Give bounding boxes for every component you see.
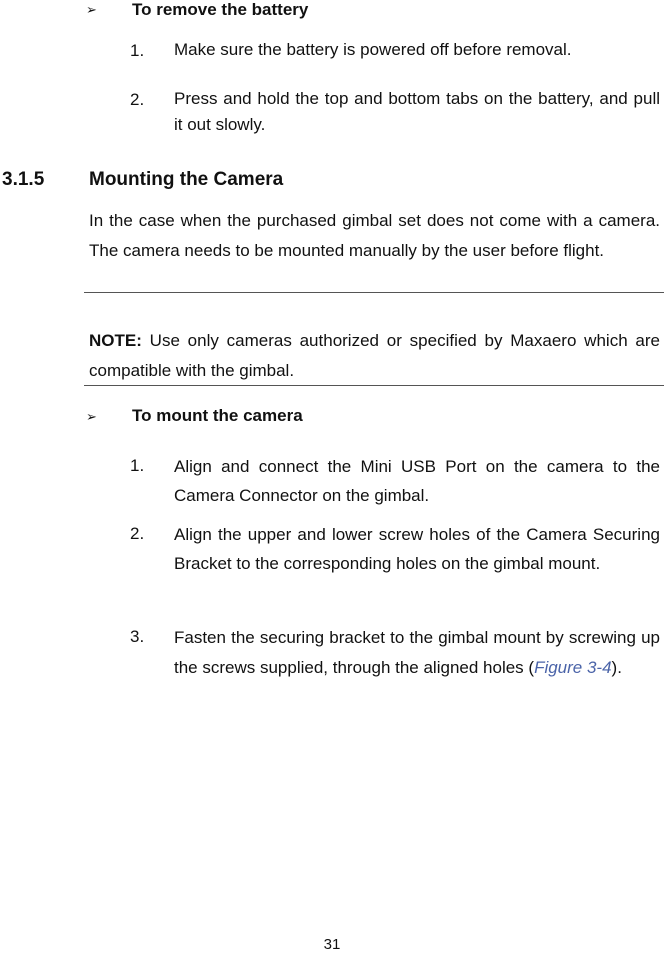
bullet-arrow-icon: ➢ — [86, 409, 97, 424]
mount-step-2-number: 2. — [130, 524, 145, 543]
section-paragraph: In the case when the purchased gimbal set does not come with a camera. The camera needs to be mounted manually by the user before flight. — [89, 211, 660, 260]
mount-step-1-number: 1. — [130, 456, 145, 475]
note-bottom-divider — [84, 385, 664, 386]
mount-step-3-number: 3. — [130, 627, 145, 646]
note-box — [89, 326, 660, 386]
note-text: Use only cameras authorized or specified by Maxaero which are compatible with the gimbal. — [89, 331, 660, 380]
section-title: Mounting the Camera — [89, 169, 284, 190]
mount-step-3-text — [174, 623, 660, 683]
remove-step-2-number: 2. — [130, 90, 145, 109]
figure-reference-link[interactable]: Figure 3-4 — [534, 658, 612, 677]
bullet-arrow-icon: ➢ — [86, 2, 97, 17]
remove-step-2-text: Press and hold the top and bottom tabs on the battery, and pull it out slowly. — [174, 89, 660, 134]
remove-step-1-text: Make sure the battery is powered off before removal. — [174, 40, 572, 59]
mount-step-3-text-after: ). — [611, 658, 622, 677]
note-label: NOTE: — [89, 331, 142, 350]
mount-step-2-text: Align the upper and lower screw holes of the Camera Securing Bracket to the corresponding holes on the gimbal mount. — [174, 525, 660, 573]
remove-step-1-number: 1. — [130, 41, 145, 60]
remove-battery-heading: To remove the battery — [132, 0, 309, 19]
page-number: 31 — [323, 936, 341, 953]
section-number: 3.1.5 — [2, 169, 45, 190]
note-top-divider — [84, 292, 664, 293]
mount-step-3-text-before: Fasten the securing bracket to the gimbal mount by screwing up the screws supplied, through the aligned holes ( — [174, 628, 660, 677]
mount-camera-heading: To mount the camera — [132, 406, 303, 425]
mount-step-1-text: Align and connect the Mini USB Port on the camera to the Camera Connector on the gimbal. — [174, 457, 660, 505]
